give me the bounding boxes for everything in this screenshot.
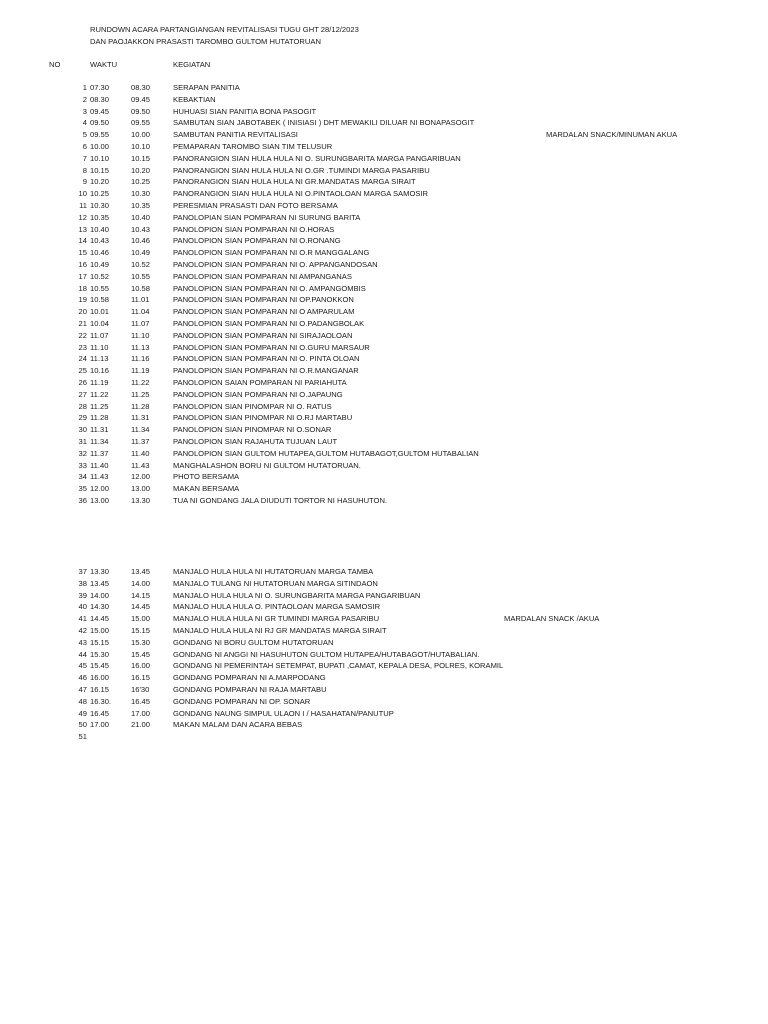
table-row [0,330,768,342]
activity-text: PANOLOPION SIAN GULTOM HUTAPEA,GULTOM HUTABAGOT,GULTOM HUTABALIAN [173,448,479,458]
start-time: 10.55 [90,283,110,293]
activity-text: PANOLOPION SIAN POMPARAN NI O.HORAS [173,224,335,234]
activity-text: PANOLOPION SIAN POMPARAN NI O.R.MANGANAR [173,366,359,376]
table-row [0,460,768,472]
table-row [0,448,768,460]
start-time: 10.52 [90,271,110,281]
start-time: 10.01 [90,307,110,317]
row-number: 13 [78,224,87,234]
end-time: 10.30 [131,189,151,199]
activity-text: PANORANGION SIAN HULA HULA NI O. SURUNGBARITA MARGA PANGARIBUAN [173,153,461,163]
table-row [0,696,768,708]
start-time: 13.45 [90,578,110,588]
table-row [0,212,768,224]
end-time: 11.13 [131,342,150,352]
end-time: 10.20 [131,165,151,175]
start-time: 10.43 [90,236,110,246]
start-time: 09.50 [90,118,110,128]
row-number: 22 [78,330,87,340]
start-time: 10.15 [90,165,110,175]
start-time: 10.30 [90,201,110,210]
activity-text: MANJALO HULA HULA NI HUTATORUAN MARGA TAMBA [173,567,374,576]
row-number: 9 [82,177,87,187]
activity-text: HUHUASI SIAN PANITIA BONA PASOGIT [173,106,317,116]
document-title: RUNDOWN ACARA PARTANGIANGAN REVITALISASI TUGU GHT 28/12/2023 [90,25,359,34]
row-number: 6 [82,142,87,151]
table-row [0,259,768,271]
start-time: 16.30. [90,696,112,706]
activity-text: TUA NI GONDANG JALA DIUDUTI TORTOR NI HASUHUTON. [173,496,388,505]
row-number: 28 [78,401,87,411]
activity-text: SERAPAN PANITIA [173,83,240,92]
row-number: 24 [78,354,87,364]
start-time: 16.00 [90,673,110,683]
row-number: 40 [78,602,87,612]
start-time: 11.37 [90,448,109,458]
activity-text: PEMAPARAN TAROMBO SIAN TIM TELUSUR [173,142,333,151]
row-number: 30 [78,425,87,435]
activity-text: GONDANG NI ANGGI NI HASUHUTON GULTOM HUTAPEA/HUTABAGOT/HUTABALIAN. [173,649,480,659]
end-time: 11.16 [131,354,150,364]
start-time: 09.55 [90,130,110,140]
end-time: 11.34 [131,425,150,435]
table-row [0,165,768,177]
row-number: 36 [78,496,87,505]
start-time: 11.19 [90,378,109,387]
end-time: 09.50 [131,106,151,116]
activity-text: PANOLOPION SIAN POMPARAN NI O.PADANGBOLAK [173,319,365,328]
table-row [0,719,768,731]
start-time: 11.25 [90,401,109,411]
activity-text: PANOLOPION SIAN POMPARAN NI O AMPARULAM [173,307,355,317]
header-waktu: WAKTU [90,60,118,69]
row-number: 41 [78,614,87,624]
start-time: 10.35 [90,212,110,222]
end-time: 10.52 [131,260,151,269]
activity-text: PANOLOPION SIAN POMPARAN NI O. AMPANGOMBIS [173,283,366,293]
table-row [0,637,768,649]
table-row [0,176,768,188]
header-no: NO [49,60,61,69]
table-row [0,649,768,661]
end-time: 10.25 [131,177,151,187]
table-row [0,424,768,436]
activity-text: PANOLOPION SIAN POMPARAN NI O.GURU MARSAUR [173,342,370,352]
table-row [0,200,768,212]
row-number: 11 [79,201,87,210]
table-row [0,578,768,590]
end-time: 08.30 [131,83,151,92]
start-time: 17.00 [90,720,110,730]
row-number: 16 [78,260,87,269]
activity-text: PANOLOPION SIAN POMPARAN NI O. PINTA OLOAN [173,354,360,364]
row-number: 50 [78,720,87,730]
activity-text: PERESMIAN PRASASTI DAN FOTO BERSAMA [173,201,338,210]
activity-text: PANOLOPION SIAN PINOMPAR NI O.RJ MARTABU [173,413,353,423]
activity-text: MAKAN MALAM DAN ACARA BEBAS [173,720,303,730]
table-row [0,601,768,613]
column-headers [0,59,768,71]
end-time: 11.07 [131,319,150,328]
start-time: 10.10 [90,153,110,163]
end-time: 16.00 [131,661,151,671]
activity-text: PANOLOPION SAIAN POMPARAN NI PARIAHUTA [173,378,347,387]
start-time: 10.46 [90,248,110,258]
table-row [0,590,768,602]
end-time: 10.40 [131,212,151,222]
row-number: 37 [78,567,87,576]
end-time: 13.45 [131,567,151,576]
start-time: 15.30 [90,649,110,659]
end-time: 10.35 [131,201,151,210]
table-row [0,353,768,365]
activity-text: PHOTO BERSAMA [173,472,240,482]
row-number: 7 [82,153,87,163]
table-row [0,731,768,743]
end-time: 11.19 [131,366,150,376]
end-time: 10.55 [131,271,151,281]
start-time: 15.15 [90,637,110,647]
table-row [0,436,768,448]
activity-text: PANOLOPION SIAN POMPARAN NI O.R MANGGALANG [173,248,370,258]
activity-text: GONDANG POMPARAN NI RAJA MARTABU [173,685,327,694]
row-number: 12 [78,212,87,222]
activity-text: MANJALO TULANG NI HUTATORUAN MARGA SITINDAON [173,578,378,588]
row-number: 44 [78,649,87,659]
table-row [0,566,768,578]
table-row [0,235,768,247]
activity-text: GONDANG NI BORU GULTOM HUTATORUAN [173,637,334,647]
end-time: 11.28 [131,401,150,411]
start-time: 11.22 [90,389,109,399]
table-row [0,708,768,720]
row-number: 27 [78,389,87,399]
end-time: 11.01 [131,295,150,305]
end-time: 12.00 [131,472,151,482]
activity-text: PANOLOPIAN SIAN POMPARAN NI SURUNG BARITA [173,212,361,222]
activity-text: SAMBUTAN PANITIA REVITALISASI [173,130,298,140]
start-time: 10.00 [90,142,110,151]
start-time: 09.45 [90,106,110,116]
table-row [0,318,768,330]
row-number: 18 [78,283,87,293]
activity-text: PANORANGION SIAN HULA HULA NI GR.MANDATAS MARGA SIRAIT [173,177,416,187]
activity-text: PANOLOPION SIAN PINOMPAR NI O. RATUS [173,401,332,411]
table-row [0,271,768,283]
start-time: 10.04 [90,319,110,328]
end-time: 09.55 [131,118,151,128]
start-time: 10.25 [90,189,110,199]
table-row [0,153,768,165]
end-time: 16.45 [131,696,151,706]
table-row [0,613,768,625]
end-time: 11.37 [131,437,150,446]
header-kegiatan: KEGIATAN [173,60,211,69]
start-time: 11.31 [90,425,109,435]
start-time: 10.49 [90,260,110,269]
end-time: 21.00 [131,720,151,730]
activity-text: PANOLOPION SIAN POMPARAN NI O.RONANG [173,236,341,246]
activity-text: GONDANG NAUNG SIMPUL ULAON I / HASAHATAN/PANUTUP [173,708,394,718]
activity-text: SAMBUTAN SIAN JABOTABEK ( INISIASI ) DHT MEWAKILI DILUAR NI BONAPASOGIT [173,118,475,128]
activity-text: PANOLOPION SIAN POMPARAN NI O. APPANGANDOSAN [173,260,378,269]
row-number: 31 [78,437,87,446]
row-note: MARDALAN SNACK/MINUMAN AKUA [546,130,678,140]
end-time: 10.49 [131,248,151,258]
start-time: 14.45 [90,614,110,624]
start-time: 15.00 [90,626,110,635]
activity-text: PANOLOPION SIAN POMPARAN NI SIRAJAOLOAN [173,330,353,340]
start-time: 11.10 [90,342,109,352]
activity-text: MAKAN BERSAMA [173,484,240,494]
activity-text: MANJALO HULA HULA NI GR TUMINDI MARGA PASARIBU [173,614,380,624]
end-time: 11.04 [131,307,150,317]
row-number: 46 [78,673,87,683]
start-time: 11.40 [90,460,109,470]
start-time: 10.40 [90,224,110,234]
start-time: 10.20 [90,177,110,187]
activity-text: PANOLOPION SIAN RAJAHUTA TUJUAN LAUT [173,437,338,446]
end-time: 10.00 [131,130,151,140]
activity-text: PANORANGION SIAN HULA HULA NI O.PINTAOLOAN MARGA SAMOSIR [173,189,429,199]
end-time: 10.43 [131,224,151,234]
row-number: 32 [78,448,87,458]
end-time: 13.30 [131,496,151,505]
row-number: 25 [78,366,87,376]
end-time: 15.15 [131,626,151,635]
table-row [0,224,768,236]
end-time: 10.15 [131,153,151,163]
table-row [0,401,768,413]
end-time: 14.15 [131,590,151,600]
table-row [0,684,768,696]
end-time: 11.43 [131,460,150,470]
table-row [0,188,768,200]
start-time: 12.00 [90,484,110,494]
table-row [0,495,768,507]
table-row [0,660,768,672]
row-number: 8 [82,165,87,175]
activity-text: KEBAKTIAN [173,94,216,104]
row-number: 47 [78,685,87,694]
end-time: 16.15 [131,673,151,683]
row-number: 4 [82,118,87,128]
start-time: 13.00 [90,496,110,505]
end-time: 11.31 [131,413,150,423]
start-time: 11.07 [90,330,109,340]
row-number: 2 [82,94,87,104]
row-number: 42 [78,626,87,635]
table-row [0,412,768,424]
table-row [0,82,768,94]
activity-text: GONDANG POMPARAN NI OP. SONAR [173,696,311,706]
end-time: 14.45 [131,602,151,612]
end-time: 11.10 [131,330,150,340]
row-number: 39 [78,590,87,600]
table-row [0,294,768,306]
start-time: 11.34 [90,437,109,446]
start-time: 14.00 [90,590,110,600]
row-number: 26 [78,378,87,387]
row-number: 51 [78,732,87,742]
table-row [0,377,768,389]
row-number: 10 [78,189,87,199]
row-number: 48 [78,696,87,706]
end-time: 15.00 [131,614,151,624]
table-row [0,94,768,106]
table-row [0,247,768,259]
start-time: 15.45 [90,661,110,671]
row-number: 19 [78,295,87,305]
table-row [0,672,768,684]
table-row [0,306,768,318]
start-time: 16.45 [90,708,110,718]
activity-text: MANGHALASHON BORU NI GULTOM HUTATORUAN. [173,460,361,470]
table-row [0,625,768,637]
row-number: 17 [78,271,87,281]
table-row [0,365,768,377]
end-time: 11.40 [131,448,150,458]
row-number: 15 [78,248,87,258]
end-time: 10.10 [131,142,151,151]
end-time: 15.30 [131,637,151,647]
table-row [0,483,768,495]
activity-text: GONDANG NI PEMERINTAH SETEMPAT, BUPATI ,CAMAT, KEPALA DESA, POLRES, KORAMIL [173,661,504,671]
end-time: 11.22 [131,378,150,387]
start-time: 11.13 [90,354,109,364]
activity-text: MANJALO HULA HULA O. PINTAOLOAN MARGA SAMOSIR [173,602,381,612]
end-time: 11.25 [131,389,150,399]
row-number: 34 [78,472,87,482]
row-number: 43 [78,637,87,647]
document-subtitle: DAN PAOJAKKON PRASASTI TAROMBO GULTOM HUTATORUAN [90,36,321,46]
row-number: 1 [82,83,87,92]
activity-text: MANJALO HULA HULA NI O. SURUNGBARITA MARGA PANGARIBUAN [173,590,421,600]
end-time: 15.45 [131,649,151,659]
row-number: 35 [78,484,87,494]
start-time: 16.15 [90,685,110,694]
table-row [0,389,768,401]
row-number: 20 [78,307,87,317]
row-number: 38 [78,578,87,588]
start-time: 10.16 [90,366,110,376]
activity-text: PANOLOPION SIAN POMPARAN NI OP.PANOKKON [173,295,354,305]
end-time: 09.45 [131,94,151,104]
table-row [0,471,768,483]
end-time: 17.00 [131,708,151,718]
start-time: 13.30 [90,567,110,576]
table-row [0,117,768,129]
row-number: 3 [82,106,87,116]
end-time: 10.46 [131,236,151,246]
start-time: 10.58 [90,295,110,305]
start-time: 07.30 [90,83,110,92]
table-row [0,106,768,118]
end-time: 16'30 [131,685,150,694]
end-time: 13.00 [131,484,151,494]
activity-text: PANOLOPION SIAN PINOMPAR NI O.SONAR [173,425,332,435]
start-time: 11.28 [90,413,109,423]
row-number: 5 [82,130,87,140]
end-time: 14.00 [131,578,151,588]
row-number: 14 [78,236,87,246]
row-number: 45 [78,661,87,671]
activity-text: PANOLOPION SIAN POMPARAN NI AMPANGANAS [173,271,352,281]
row-number: 23 [78,342,87,352]
start-time: 11.43 [90,472,109,482]
activity-text: GONDANG POMPARAN NI A.MARPODANG [173,673,326,683]
activity-text: PANORANGION SIAN HULA HULA NI O.GR .TUMINDI MARGA PASARIBU [173,165,430,175]
row-number: 29 [78,413,87,423]
row-note: MARDALAN SNACK /AKUA [504,614,600,624]
table-row [0,342,768,354]
table-row [0,141,768,153]
end-time: 10.58 [131,283,151,293]
table-row [0,129,768,141]
activity-text: PANOLOPION SIAN POMPARAN NI O.JAPAUNG [173,389,343,399]
row-number: 33 [78,460,87,470]
start-time: 14.30 [90,602,110,612]
table-row [0,283,768,295]
activity-text: MANJALO HULA HULA NI RJ GR MANDATAS MARGA SIRAIT [173,626,387,635]
row-number: 49 [78,708,87,718]
start-time: 08.30 [90,94,110,104]
row-number: 21 [78,319,87,328]
